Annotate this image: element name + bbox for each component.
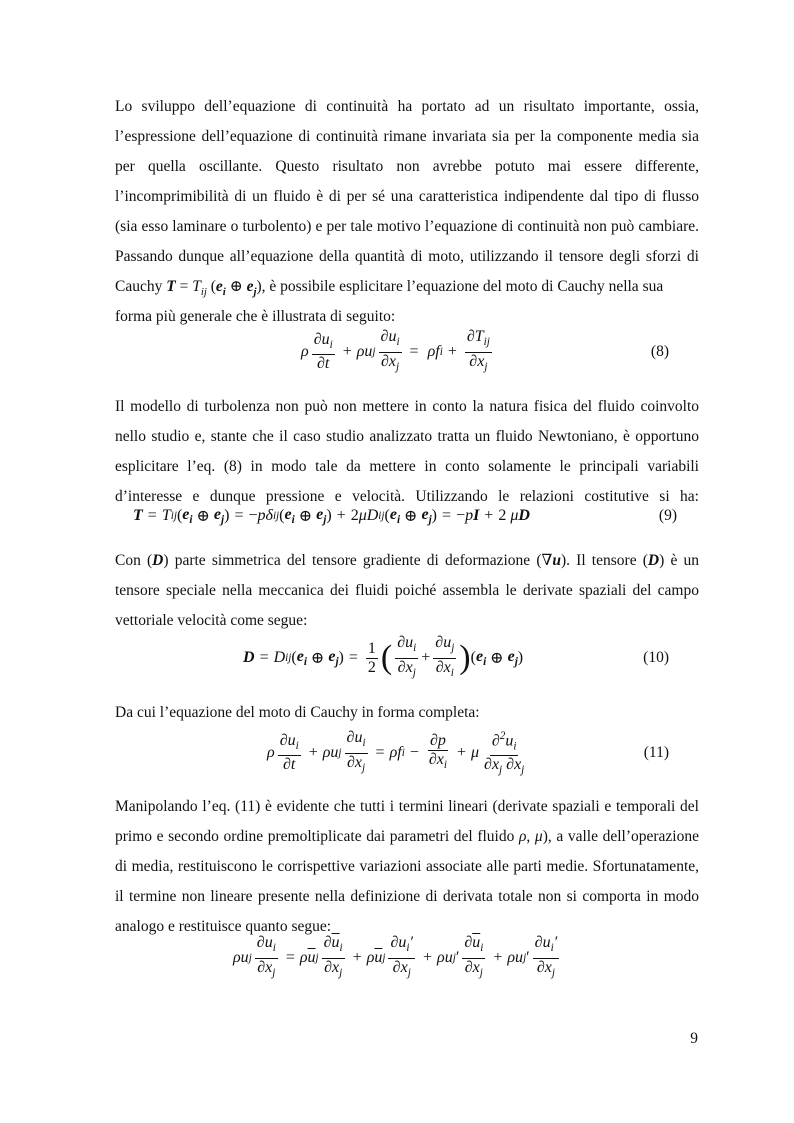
text-line: Lo sviluppo dell’equazione di continuità ha portato ad un risultato importante, ossia, xyxy=(115,98,699,115)
text-line-with-math: Cauchy $T = T_{ij}$ ($e_i$ ⊕ $e_j$), è possibile esplicitare l’equazione del moto di Cauchy nella sua xyxy=(115,278,664,299)
text-line: Passando dunque all’equazione della quantità di moto, utilizzando il tensore degli sforzi di xyxy=(115,248,699,265)
equation-8-body: ρ $\frac{\partial u_i}{\partial t}$ + ρu j $\frac{\partial u_i}{\partial x_j}$ = ρf i + $\frac{\partial T_{ij}}{\partial x_j}$ xyxy=(301,328,490,373)
text-line: l’espressione dell’equazione di continuità rimane invariata sia per la componente media sia xyxy=(115,128,699,145)
paragraph-1 xyxy=(115,92,699,332)
text-line: d’interesse e dunque pressione e velocità. Utilizzando le relazioni costitutive si ha: xyxy=(115,488,699,505)
equation-number: (9) xyxy=(658,507,677,524)
text-line: analogo e restituisce quanto segue: xyxy=(115,918,332,935)
text-line: il termine non lineare presente nella definizione di derivata totale non si comporta in modo xyxy=(115,888,699,905)
equation-number: (8) xyxy=(650,343,669,360)
text-line: Manipolando l’eq. (11) è evidente che tutti i termini lineari (derivate spaziali e temporali del xyxy=(115,798,699,815)
inline-math-stress-tensor: $T = T_{ij}$ ($e_i$ ⊕ $e_j$) xyxy=(166,278,262,299)
equation-number: (10) xyxy=(643,649,669,666)
text-line: (sia esso laminare o turbolento) e per tale motivo l’equazione di continuità non può cambiare. xyxy=(115,218,699,235)
text-line: Il modello di turbolenza non può non mettere in conto la natura fisica del fluido coinvolto xyxy=(115,398,699,415)
text-line: forma più generale che è illustrata di seguito: xyxy=(115,308,396,325)
equation-number: (11) xyxy=(643,744,669,761)
equation-10-body: D = D ij ( $e_i$ ⊕ $e_j$ ) = $\frac{1}{2}$ ( $\frac{\partial u_i}{\partial x_j}$ + $\frac{\partial u_j}{\partial x_i}$ ) ( $e_i$ ⊕ $e_j$ ) xyxy=(243,634,524,679)
equation-10 xyxy=(115,634,699,682)
paragraph-3 xyxy=(115,546,699,636)
equation-8 xyxy=(115,328,699,376)
text-line-with-math: Con (D) parte simmetrica del tensore gradiente di deformazione (∇u). Il tensore (D) è un xyxy=(115,552,699,569)
equation-nonlinear-body: ρu j $\frac{\partial u_i}{\partial x_j}$ = ρ $\overline{u}$ j $\frac{\partial\overline{u}_i}{\partial x_j}$ + ρ $\overline{u}$ j $\frac{\partial u_i'}{\partial x_j}$ + ρu j ′ $\frac{\partial\overline{u}_i}{\partial x_j}$ + ρu j ′ $\frac{\partial u_i'}{\partial x_j}$ xyxy=(233,934,558,979)
text-line: tensore speciale nella meccanica dei fluidi poiché assembla le derivate spaziali del campo xyxy=(115,582,699,599)
equation-11 xyxy=(115,729,699,777)
text-line: vettoriale velocità come segue: xyxy=(115,612,308,629)
text-line: l’incomprimibilità di un fluido è di per sé una caratteristica indipendente dal tipo di flusso xyxy=(115,188,699,205)
text-line: nello studio e, stante che il caso studio analizzato tratta un fluido Newtoniano, è opportuno xyxy=(115,428,699,445)
paragraph-5 xyxy=(115,792,699,942)
text-line-with-math: primo e secondo ordine premoltiplicate dai parametri del fluido ρ, μ), a valle dell’operazione xyxy=(115,828,699,845)
equation-9-body: T = T ij ( $e_i$ ⊕ $e_j$ ) = − pδ ij ( $e_i$ ⊕ $e_j$ ) + 2 μD ij ( $e_i$ ⊕ $e_j$ ) = − p I + 2 μ D xyxy=(133,505,530,527)
text-line: per quella oscillante. Questo risultato non avrebbe potuto mai essere differente, xyxy=(115,158,699,175)
text-line: Da cui l’equazione del moto di Cauchy in forma completa: xyxy=(115,704,480,721)
equation-11-body: ρ $\frac{\partial u_i}{\partial t}$ + ρu j $\frac{\partial u_i}{\partial x_j}$ = ρf i − $\frac{\partial p}{\partial x_i}$ + μ $\frac{\partial^2u_i}{\partial x_j \partial x_j}$ xyxy=(267,729,529,777)
text-line: esplicitare l’eq. (8) in modo tale da mettere in conto solamente le principali variabili xyxy=(115,458,699,475)
page-number: 9 xyxy=(690,1030,698,1047)
paragraph-4 xyxy=(115,698,699,728)
text-line: di media, restituiscono le corrispettive variazioni associate alle parti medie. Sfortunatamente, xyxy=(115,858,699,875)
equation-nonlinear-term xyxy=(115,934,699,982)
equation-9 xyxy=(115,492,699,540)
